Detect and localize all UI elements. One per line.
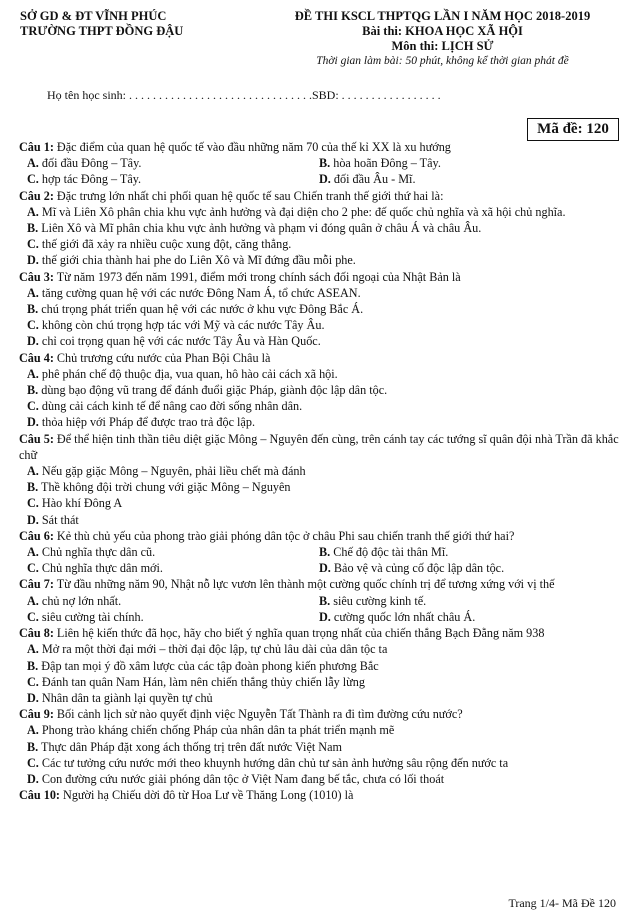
answer-option-c: [19, 495, 619, 511]
option-text: Bảo vệ và củng cố độc lập dân tộc.: [330, 561, 505, 576]
option-letter: D.: [319, 609, 331, 624]
answer-row: [19, 560, 619, 576]
question-4: [19, 350, 619, 366]
question-number: Câu 7:: [19, 577, 54, 592]
option-text: Phong trào kháng chiến chống Pháp của nhân dân ta phát triển mạnh mẽ: [38, 723, 395, 738]
question-number: Câu 4:: [19, 350, 54, 365]
option-text: Các tư tưởng cứu nước mới theo khuynh hướng dân chủ tư sản ảnh hưởng sâu rộng đến nước ta: [38, 755, 509, 770]
page-footer: Trang 1/4- Mã Đề 120: [508, 896, 616, 910]
answer-option-b: [319, 544, 611, 560]
option-text: hòa hoãn Đông – Tây.: [330, 156, 441, 171]
answer-option-b: [19, 739, 619, 755]
option-text: tăng cường quan hệ với các nước Đông Nam Á, tổ chức ASEAN.: [38, 285, 361, 300]
answer-option-d: [19, 690, 619, 706]
question-2: [19, 188, 619, 204]
answer-option-d: [319, 560, 611, 576]
question-text: Đặc trưng lớn nhất chi phối quan hệ quốc tế sau Chiến tranh thế giới thứ hai là:: [53, 188, 444, 203]
question-7: [19, 576, 619, 592]
exam-code-box: Mã đề: 120: [527, 118, 619, 141]
option-letter: B.: [319, 545, 331, 560]
option-letter: A.: [27, 723, 39, 738]
question-number: Câu 6:: [19, 528, 54, 543]
question-number: Câu 10:: [19, 788, 60, 803]
question-text: Từ năm 1973 đến năm 1991, điểm mới trong chính sách đối ngoại của Nhật Bản là: [53, 269, 461, 284]
option-letter: B.: [319, 156, 331, 171]
option-letter: C.: [27, 674, 39, 689]
answer-option-d: [19, 414, 619, 430]
answer-option-b: [19, 220, 619, 236]
option-text: đối đầu Âu - Mĩ.: [330, 172, 416, 187]
option-text: siêu cường kinh tế.: [330, 593, 427, 608]
answer-option-d: [19, 252, 619, 268]
question-3: [19, 269, 619, 285]
exam-title: ĐỀ THI KSCL THPTQG LẦN I NĂM HỌC 2018-2019: [294, 9, 591, 23]
option-letter: D.: [319, 172, 331, 187]
option-text: Đánh tan quân Nam Hán, làm nên chiến thắng thủy chiến lẫy lừng: [38, 674, 365, 689]
option-text: hợp tác Đông – Tây.: [38, 172, 142, 187]
option-text: Chủ nghĩa thực dân mới.: [38, 561, 163, 576]
answer-row: [19, 609, 619, 625]
answer-option-d: [19, 771, 619, 787]
answer-row: [19, 593, 619, 609]
option-text: Thực dân Pháp đặt xong ách thống trị trên đất nước Việt Nam: [38, 739, 342, 754]
question-number: Câu 5:: [19, 431, 54, 446]
option-letter: A.: [27, 464, 39, 479]
question-1: [19, 139, 619, 155]
answer-option-b: [19, 658, 619, 674]
option-letter: C.: [27, 609, 39, 624]
question-9: [19, 706, 619, 722]
option-letter: D.: [27, 415, 39, 430]
question-text: Bối cảnh lịch sử nào quyết định việc Nguyễn Tất Thành ra đi tìm đường cứu nước?: [53, 707, 463, 722]
option-text: Đập tan mọi ý đồ xâm lược của các tập đoàn phong kiến phương Bắc: [38, 658, 379, 673]
school-name: TRƯỜNG THPT ĐỒNG ĐẬU: [20, 24, 184, 38]
answer-option-b: [19, 479, 619, 495]
option-text: phê phán chế độ thuộc địa, vua quan, hô hào cải cách xã hội.: [38, 366, 338, 381]
option-letter: D.: [27, 771, 39, 786]
option-text: dùng bạo động vũ trang để đánh đuổi giặc Pháp, giành độc lập dân tộc.: [38, 383, 388, 398]
answer-option-a: [27, 593, 319, 609]
question-text: Kẻ thù chủ yếu của phong trào giải phóng dân tộc ở châu Phi sau chiến tranh thế giới thứ hai?: [53, 528, 515, 543]
option-text: đối đầu Đông – Tây.: [38, 156, 142, 171]
question-text: Người hạ Chiếu dời đô từ Hoa Lư về Thăng Long (1010) là: [59, 788, 354, 803]
answer-option-d: [319, 171, 611, 187]
option-letter: D.: [319, 561, 331, 576]
option-text: dùng cải cách kinh tế để nâng cao đời sống nhân dân.: [38, 399, 303, 414]
subject-name: Môn thi: LỊCH SỬ: [391, 39, 494, 53]
option-letter: A.: [27, 156, 39, 171]
option-text: Hào khí Đông A: [38, 496, 123, 511]
option-letter: D.: [27, 253, 39, 268]
option-letter: B.: [27, 302, 39, 317]
school-header: [20, 9, 183, 39]
option-letter: C.: [27, 172, 39, 187]
option-letter: D.: [27, 512, 39, 527]
answer-option-d: [19, 512, 619, 528]
option-letter: A.: [27, 285, 39, 300]
answer-option-a: [19, 204, 619, 220]
question-text: Liên hệ kiến thức đã học, hãy cho biết ý nghĩa quan trọng nhất của chiến thắng Bạch Đằng năm 938: [53, 626, 545, 641]
question-text: Đặc điểm của quan hệ quốc tế vào đầu những năm 70 của thế kỉ XX là xu hướng: [53, 140, 451, 154]
option-letter: D.: [27, 690, 39, 705]
question-10: [19, 787, 619, 803]
answer-option-c: [19, 674, 619, 690]
answer-row: [19, 155, 619, 171]
answer-row: [19, 544, 619, 560]
option-text: Nhân dân ta giành lại quyền tự chủ: [38, 690, 213, 705]
department-name: SỞ GD & ĐT VĨNH PHÚC: [20, 9, 167, 23]
option-text: Chủ nghĩa thực dân cũ.: [38, 545, 156, 560]
option-letter: A.: [27, 545, 39, 560]
time-note: Thời gian làm bài: 50 phút, không kể thời gian phát đề: [316, 55, 569, 67]
option-letter: B.: [27, 221, 39, 236]
option-text: Liên Xô và Mĩ phân chia khu vực ảnh hưởng và phạm vi đóng quân ở châu Á và châu Âu.: [38, 221, 482, 236]
answer-option-a: [27, 155, 319, 171]
answer-row: [19, 171, 619, 187]
answer-option-a: [19, 722, 619, 738]
answer-option-c: [19, 398, 619, 414]
answer-option-a: [19, 463, 619, 479]
answer-option-a: [19, 285, 619, 301]
answer-option-d: [319, 609, 611, 625]
question-number: Câu 3:: [19, 269, 54, 284]
option-text: chỉ coi trọng quan hệ với các nước Tây Âu và Hàn Quốc.: [38, 334, 321, 349]
answer-option-b: [19, 382, 619, 398]
question-number: Câu 2:: [19, 188, 54, 203]
option-letter: B.: [27, 480, 39, 495]
answer-option-b: [319, 593, 611, 609]
question-number: Câu 8:: [19, 626, 54, 641]
answer-option-c: [19, 755, 619, 771]
answer-option-a: [19, 366, 619, 382]
option-text: chú trọng phát triển quan hệ với các nước ở khu vực Đông Bắc Á.: [38, 302, 364, 317]
question-text: Chủ trương cứu nước của Phan Bội Châu là: [53, 350, 271, 365]
question-5: [19, 431, 619, 463]
question-number: Câu 1:: [19, 140, 54, 154]
answer-option-c: [19, 236, 619, 252]
answer-option-a: [27, 544, 319, 560]
option-text: chủ nợ lớn nhất.: [38, 593, 122, 608]
option-text: thỏa hiệp với Pháp để được trao trả độc lập.: [38, 415, 255, 430]
option-letter: D.: [27, 334, 39, 349]
exam-name: Bài thi: KHOA HỌC XÃ HỘI: [362, 24, 523, 38]
option-letter: A.: [27, 593, 39, 608]
option-text: siêu cường tài chính.: [38, 609, 144, 624]
question-number: Câu 9:: [19, 707, 54, 722]
option-text: Nếu gặp giặc Mông – Nguyên, phải liều chết mà đánh: [38, 464, 306, 479]
option-text: Chế độ độc tài thân Mĩ.: [330, 545, 449, 560]
option-text: Mở ra một thời đại mới – thời đại độc lập, tự chủ lâu dài của dân tộc ta: [38, 642, 388, 657]
option-text: cường quốc lớn nhất châu Á.: [330, 609, 476, 624]
option-text: Sát thát: [38, 512, 79, 527]
option-letter: C.: [27, 755, 39, 770]
option-letter: C.: [27, 399, 39, 414]
question-text: Để thể hiện tinh thần tiêu diệt giặc Mông – Nguyên đến cùng, trên cánh tay các tướng sĩ quân đội nhà Trần đã khắc chữ: [19, 431, 619, 462]
option-letter: C.: [27, 318, 39, 333]
answer-option-c: [27, 171, 319, 187]
option-letter: C.: [27, 561, 39, 576]
option-text: không còn chú trọng hợp tác với Mỹ và các nước Tây Âu.: [38, 318, 325, 333]
option-letter: A.: [27, 204, 39, 219]
question-6: [19, 528, 619, 544]
option-letter: A.: [27, 642, 39, 657]
option-text: Thề không đội trời chung với giặc Mông – Nguyên: [38, 480, 291, 495]
answer-option-a: [19, 641, 619, 657]
answer-option-b: [319, 155, 611, 171]
answer-option-b: [19, 301, 619, 317]
exam-header: [245, 9, 640, 69]
question-list: [19, 139, 619, 803]
option-letter: B.: [27, 383, 39, 398]
answer-option-c: [27, 560, 319, 576]
student-info-line: Họ tên học sinh: . . . . . . . . . . . . . . . . . . . . . . . . . . . . . . .SBD: . . . . . . . . . . . . . . . . .: [47, 88, 441, 102]
question-8: [19, 625, 619, 641]
option-letter: B.: [27, 739, 39, 754]
option-text: thế giới đã xảy ra nhiều cuộc xung đột, căng thẳng.: [38, 237, 292, 252]
option-text: Mĩ và Liên Xô phân chia khu vực ảnh hưởng và đại diện cho 2 phe: đế quốc chủ nghĩa và xã hội chủ nghĩa.: [38, 204, 566, 219]
option-letter: C.: [27, 237, 39, 252]
option-text: thế giới chia thành hai phe do Liên Xô và Mĩ đứng đầu mỗi phe.: [38, 253, 356, 268]
answer-option-d: [19, 333, 619, 349]
option-letter: C.: [27, 496, 39, 511]
question-text: Từ đầu những năm 90, Nhật nỗ lực vươn lên thành một cường quốc chính trị để tương xứng với vị thế: [53, 577, 555, 592]
option-letter: A.: [27, 366, 39, 381]
option-letter: B.: [27, 658, 39, 673]
answer-option-c: [27, 609, 319, 625]
option-text: Con đường cứu nước giải phóng dân tộc ở Việt Nam đang bế tắc, chưa có lối thoát: [38, 771, 445, 786]
answer-option-c: [19, 317, 619, 333]
option-letter: B.: [319, 593, 331, 608]
